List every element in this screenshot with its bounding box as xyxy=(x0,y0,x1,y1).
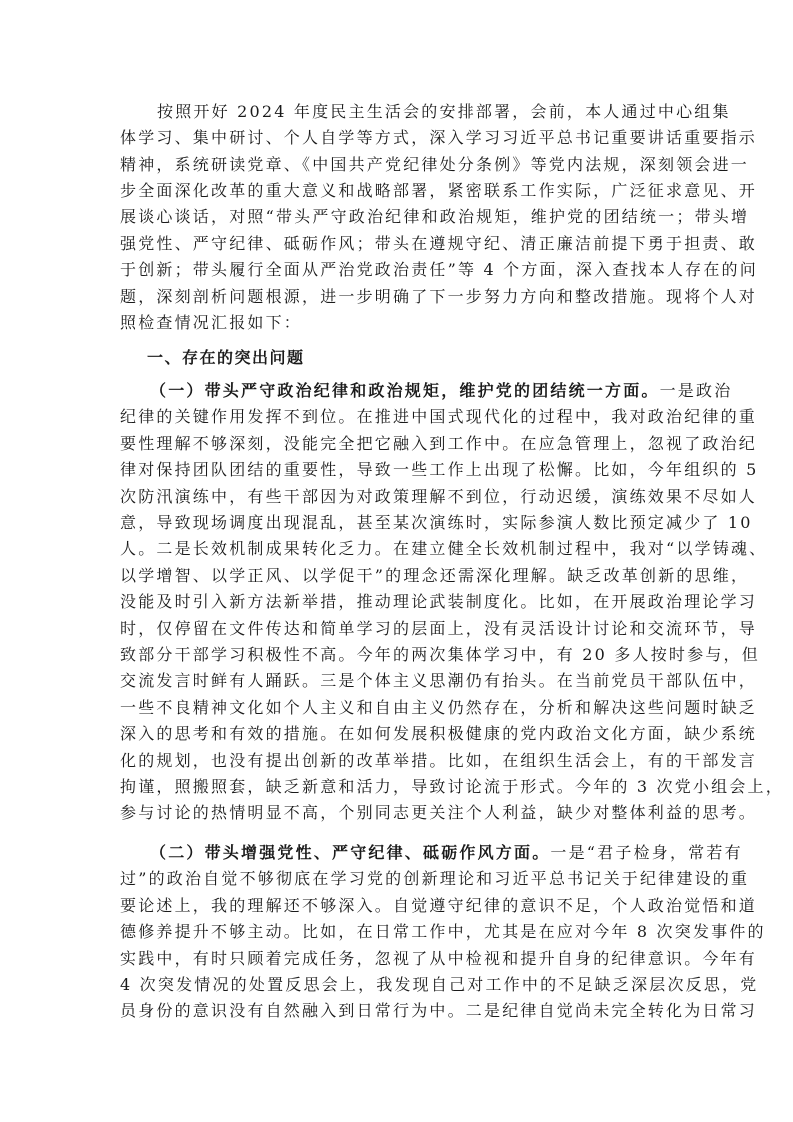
text-line: 拘谨，照搬照套，缺乏新意和活力，导致讨论流于形式。今年的 3 次党小组会上， xyxy=(120,777,784,796)
text-line: 参与讨论的热情明显不高，个别同志更关注个人利益，缺少对整体利益的思考。 xyxy=(120,803,758,822)
subsection-first-line xyxy=(150,380,733,402)
text-line: 体学习、集中研讨、个人自学等方式，深入学习习近平总书记重要讲话重要指示 xyxy=(120,128,758,147)
text-line: 于创新；带头履行全面从严治党政治责任”等 4 个方面，深入查找本人存在的问 xyxy=(120,260,758,279)
text-line: 过”的政治自觉不够彻底在学习党的创新理论和习近平总书记关于纪律建设的重 xyxy=(120,869,750,888)
text-line: 律对保持团队团结的重要性，导致一些工作上出现了松懈。比如，今年组织的 5 xyxy=(120,460,759,479)
subsection-first-text: 一是“君子检身，常若有 xyxy=(550,843,743,862)
text-line: 意，导致现场调度出现混乱，甚至某次演练时，实际参演人数比预定减少了 10 xyxy=(120,513,753,532)
text-line: 次防汛演练中，有些干部因为对政策理解不到位，行动迟缓，演练效果不尽如人 xyxy=(120,487,758,506)
text-line: 题，深刻剖析问题根源，进一步明确了下一步努力方向和整改措施。现将个人对 xyxy=(120,287,758,306)
text-line: 纪律的关键作用发挥不到位。在推进中国式现代化的过程中，我对政治纪律的重 xyxy=(120,407,758,426)
text-line: 要性理解不够深刻，没能完全把它融入到工作中。在应急管理上，忽视了政治纪 xyxy=(120,434,758,453)
text-line: 没能及时引入新方法新举措，推动理论武装制度化。比如，在开展政治理论学习 xyxy=(120,592,758,611)
text-line: 按照开好 2024 年度民主生活会的安排部署，会前，本人通过中心组集 xyxy=(157,102,731,121)
text-line: 交流发言时鲜有人踊跃。三是个体主义思潮仍有抬头。在当前党员干部队伍中， xyxy=(120,671,758,690)
text-line: 人。二是长效机制成果转化乏力。在建立健全长效机制过程中，我对“以学铸魂、 xyxy=(120,539,768,558)
text-line: 要论述上，我的理解还不够深入。自觉遵守纪律的意识不足，个人政治觉悟和道 xyxy=(120,896,758,915)
subsection-title: （一）带头严守政治纪律和政治规矩，维护党的团结统一方面。 xyxy=(150,381,660,400)
text-line: 一些不良精神文化如个人主义和自由主义仍然存在，分析和解决这些问题时缺乏 xyxy=(120,698,758,717)
subsection-first-line xyxy=(150,842,743,864)
text-line: 时，仅停留在文件传达和简单学习的层面上，没有灵活设计讨论和交流环节，导 xyxy=(120,619,758,638)
text-line: 德修养提升不够主动。比如，在日常工作中，尤其是在应对今年 8 次突发事件的 xyxy=(120,922,766,941)
text-line: 4 次突发情况的处置反思会上，我发现自己对工作中的不足缺乏深层次反思，党 xyxy=(120,975,759,994)
section-heading: 一、存在的突出问题 xyxy=(147,348,305,367)
text-line: 强党性、严守纪律、砥砺作风；带头在遵规守纪、清正廉洁前提下勇于担责、敢 xyxy=(120,234,758,253)
text-line: 步全面深化改革的重大意义和战略部署，紧密联系工作实际，广泛征求意见、开 xyxy=(120,181,758,200)
text-line: 精神，系统研读党章、《中国共产党纪律处分条例》等党内法规，深刻领会进一 xyxy=(120,155,750,174)
subsection-first-text: 一是政治 xyxy=(659,381,733,400)
text-line: 致部分干部学习积极性不高。今年的两次集体学习中，有 20 多人按时参与，但 xyxy=(120,645,760,664)
text-line: 展谈心谈话，对照“带头严守政治纪律和政治规矩，维护党的团结统一；带头增 xyxy=(120,207,750,226)
subsection-title: （二）带头增强党性、严守纪律、砥砺作风方面。 xyxy=(150,843,551,862)
text-line: 照检查情况汇报如下： xyxy=(120,313,303,332)
text-line: 员身份的意识没有自然融入到日常行为中。二是纪律自觉尚未完全转化为日常习 xyxy=(120,1001,758,1020)
text-line: 化的规划，也没有提出创新的改革举措。比如，在组织生活会上，有的干部发言 xyxy=(120,751,758,770)
text-line: 深入的思考和有效的措施。在如何发展积极健康的党内政治文化方面，缺少系统 xyxy=(120,724,758,743)
text-line: 以学增智、以学正风、以学促干”的理念还需深化理解。缺乏改革创新的思维， xyxy=(120,566,750,585)
text-line: 实践中，有时只顾着完成任务，忽视了从中检视和提升自身的纪律意识。今年有 xyxy=(120,949,758,968)
